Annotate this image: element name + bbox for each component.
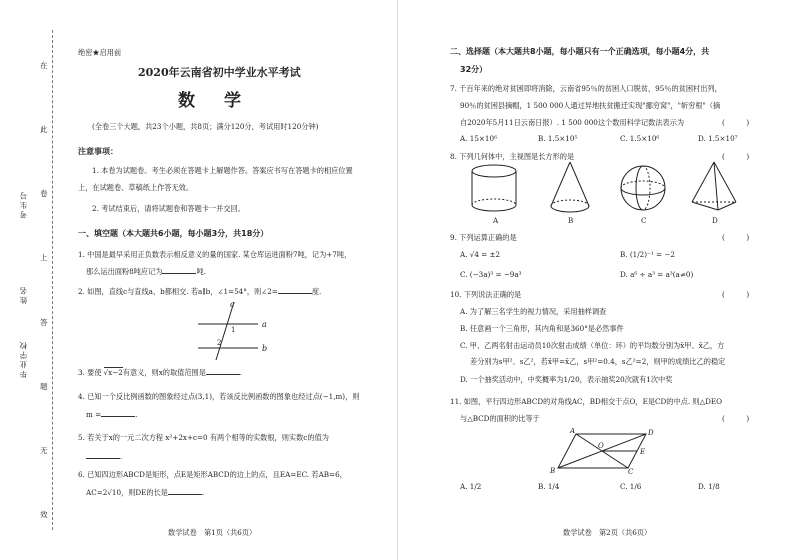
- answer-blank: [168, 489, 202, 495]
- line-b-label: b: [262, 344, 268, 353]
- margin-word: 上: [40, 253, 50, 263]
- option: C. (−3a)³ = −9a³: [460, 270, 522, 279]
- question-1-line: 那么运出面粉8吨应记为 吨.: [86, 267, 206, 276]
- binding-margin-words: [40, 60, 50, 520]
- pyramid-figure: [690, 160, 738, 218]
- answer-paren: ( ): [722, 233, 750, 242]
- option: A. 为了解三名学生的视力情况，采用抽样调查: [460, 307, 607, 316]
- section2-heading-cont: 32分）: [460, 65, 488, 74]
- figure-label: B: [568, 216, 574, 225]
- cylinder-figure: [468, 163, 520, 219]
- question-6-line: AC=2√10，则DE的长是 .: [86, 488, 205, 497]
- option: D. a⁶ ÷ a³ = a³(a≠0): [620, 270, 694, 279]
- answer-blank: [101, 411, 135, 417]
- point-O-label: O: [598, 442, 604, 450]
- question-9-line: 9. 下列运算正确的是: [450, 233, 517, 242]
- notice-line: 2. 考试结束后，请将试题卷和答题卡一并交回。: [92, 204, 245, 213]
- margin-word: 无: [40, 445, 50, 455]
- answer-paren: ( ): [722, 152, 750, 161]
- option: C. 1/6: [620, 482, 642, 491]
- question-1-line: 1. 中国是最早采用正负数表示相反意义的量的国家. 某仓库运进面粉7吨，记为+7吨，: [78, 250, 352, 259]
- option: A. √4 = ±2: [460, 250, 501, 259]
- figure-label: D: [712, 216, 718, 225]
- angle-1-label: 1: [231, 326, 236, 334]
- notice-line: 上，在试题卷、草稿纸上作答无效。: [78, 183, 194, 192]
- question-7-line: 自2020年5月11日云南日报）. 1 500 000这个数用科学记数法表示为: [460, 118, 685, 127]
- exam-note: (全卷三个大题，共23个小题，共8页；满分120分，考试用时120分钟): [92, 122, 319, 131]
- margin-word: 在: [40, 61, 50, 70]
- answer-paren: ( ): [722, 290, 750, 299]
- figure-label: A: [493, 216, 499, 225]
- point-C-label: C: [628, 468, 634, 474]
- option-cont: 差分别为s甲²、s乙²，若x̄甲=x̄乙，s甲²=0.4，s乙²=2，则甲的成绩比乙的稳定: [470, 357, 726, 366]
- question-6-line: 6. 已知四边形ABCD是矩形，点E是矩形ABCD的边上的点，且EA=EC. 若AB=6，: [78, 470, 347, 479]
- page-footer: 数学试卷 第1页（共6页）: [168, 528, 257, 537]
- sphere-figure: [618, 162, 668, 218]
- question-7-line: 90％的贫困县摘帽，1 500 000人通过异地扶贫搬迁实现"挪穷窝"，"斩穷根"（摘: [460, 101, 721, 110]
- section1-heading: 一、填空题（本大题共6小题，每小题3分，共18分）: [78, 229, 269, 238]
- question-5-line: 5. 若关于x的一元二次方程 x²+2x+c=0 有两个相等的实数根，则实数c的值为: [78, 433, 329, 442]
- option: B. (1/2)⁻¹ = −2: [620, 250, 675, 259]
- figure-label: C: [641, 216, 647, 225]
- option: A. 1/2: [460, 482, 482, 491]
- exam-page-2: [397, 0, 794, 560]
- option: D. 一个抽奖活动中，中奖概率为1/20，表示抽奖20次就有1次中奖: [460, 375, 673, 384]
- notice-line: 1. 本卷为试题卷。考生必须在答题卡上解题作答。答案应书写在答题卡的相应位置: [92, 166, 353, 175]
- question-7-line: 7. 千百年来的绝对贫困即将消除，云南省95％的贫困人口脱贫，95％的贫困村出列，: [450, 84, 722, 93]
- question-4-line: 4. 已知一个反比例函数的图象经过点(3,1)，若该反比例函数的图象也经过点(−1,m)，则: [78, 392, 360, 401]
- margin-word: 答: [40, 317, 50, 327]
- option: C. 甲、乙两名射击运动员10次射击成绩（单位：环）的平均数分别为x̄甲、x̄乙，方: [460, 341, 725, 350]
- exam-number-label: 考生号: [19, 190, 28, 219]
- question-5-line: .: [86, 452, 122, 462]
- exam-title: 2020年云南省初中学业水平考试: [138, 66, 301, 79]
- line-a-label: a: [262, 320, 267, 329]
- cone-figure: [548, 160, 592, 220]
- binding-dashed-line: [52, 30, 53, 530]
- section2-heading: 二、选择题（本大题共8小题，每小题只有一个正确选项，每小题4分，共: [450, 47, 710, 56]
- point-E-label: E: [640, 448, 646, 456]
- subject-title: 数 学: [178, 91, 247, 111]
- answer-blank: [206, 369, 240, 375]
- point-A-label: A: [570, 428, 576, 435]
- option: A. 15×10⁶: [460, 134, 497, 143]
- answer-blank: [278, 288, 312, 294]
- question-8-line: 8. 下列几何体中，主视图是长方形的是: [450, 152, 575, 161]
- point-D-label: D: [648, 429, 654, 437]
- secret-label: 绝密★启用前: [78, 48, 122, 57]
- question-11-line: 与△BCD的面积的比等于: [460, 414, 540, 423]
- name-label: 姓名: [19, 285, 28, 304]
- question-10-line: 10. 下列说法正确的是: [450, 290, 522, 299]
- question-3-line: 3. 要使 √x−2有意义，则x的取值范围是 .: [78, 368, 243, 377]
- answer-paren: ( ): [722, 414, 750, 423]
- margin-word: 效: [40, 509, 50, 519]
- option: B. 1.5×10⁵: [538, 134, 578, 143]
- line-c-label: c: [230, 300, 235, 309]
- page-footer: 数学试卷 第2页（共6页）: [563, 528, 652, 537]
- notice-heading: 注意事项：: [78, 147, 118, 156]
- option: B. 任意画一个三角形，其内角和是360°是必然事件: [460, 324, 624, 333]
- option: D. 1/8: [698, 482, 720, 491]
- margin-word: 题: [40, 381, 50, 391]
- angle-2-label: 2: [217, 339, 222, 347]
- option: B. 1/4: [538, 482, 560, 491]
- answer-blank: [86, 453, 120, 459]
- answer-paren: ( ): [722, 118, 750, 127]
- margin-word: 此: [40, 125, 50, 135]
- answer-blank: [162, 268, 196, 274]
- point-B-label: B: [550, 467, 556, 474]
- question-11-line: 11. 如图，平行四边形ABCD的对角线AC，BD相交于点O，E是CD的中点. 则△DEO: [450, 397, 723, 406]
- margin-word: 卷: [40, 189, 50, 199]
- school-label: 毕业学校: [19, 340, 28, 378]
- option: C. 1.5×10⁶: [620, 134, 660, 143]
- parallelogram-figure: [548, 428, 658, 478]
- question-2-line: 2. 如图，直线c与直线a、b都相交. 若a∥b，∠1=54°，则∠2= 度.: [78, 287, 322, 296]
- question-4-line: m = .: [86, 410, 138, 419]
- parallel-lines-figure: [196, 298, 276, 366]
- option: D. 1.5×10⁷: [698, 134, 738, 143]
